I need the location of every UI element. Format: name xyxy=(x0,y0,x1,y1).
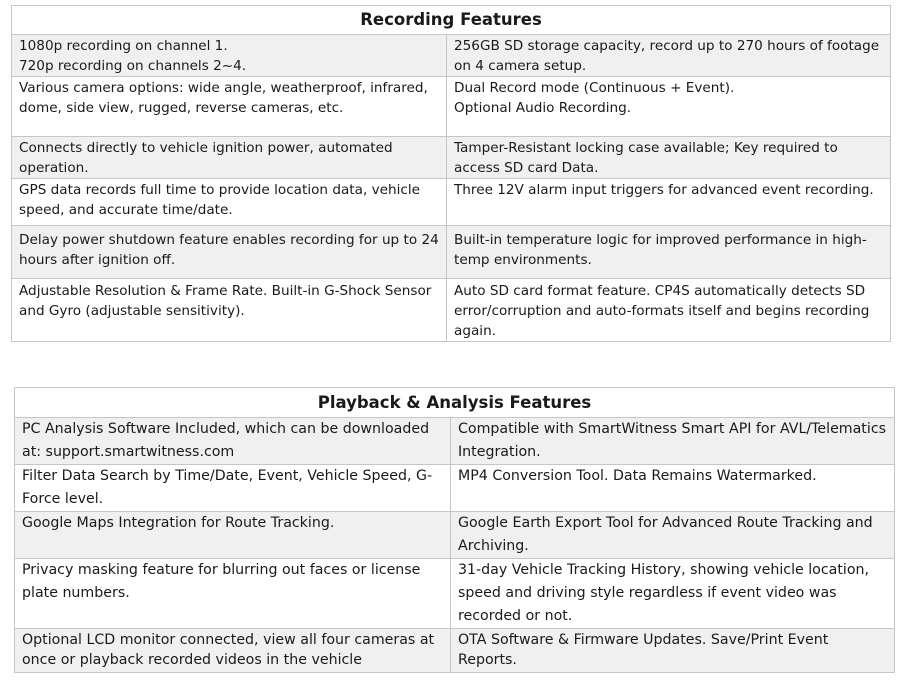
playback-features-title: Playback & Analysis Features xyxy=(15,388,895,418)
recording-features-table xyxy=(11,5,891,342)
table-cell: Various camera options: wide angle, weatherproof, infrared, dome, side view, rugged, reverse cameras, etc. xyxy=(12,77,447,137)
table-row xyxy=(15,629,895,673)
table-row xyxy=(12,279,891,342)
table-row xyxy=(15,512,895,559)
table-cell: Optional LCD monitor connected, view all four cameras at once or playback recorded videos in the vehicle xyxy=(15,629,451,673)
table-cell: 31-day Vehicle Tracking History, showing vehicle location, speed and driving style regardless if event video was recorded or not. xyxy=(451,559,895,629)
table-cell: Google Earth Export Tool for Advanced Route Tracking and Archiving. xyxy=(451,512,895,559)
table-row xyxy=(15,559,895,629)
table-cell: Compatible with SmartWitness Smart API for AVL/Telematics Integration. xyxy=(451,418,895,465)
table-cell: Connects directly to vehicle ignition power, automated operation. xyxy=(12,137,447,179)
table-cell: Adjustable Resolution & Frame Rate. Built-in G-Shock Sensor and Gyro (adjustable sensitivity). xyxy=(12,279,447,342)
table-cell: Dual Record mode (Continuous + Event). Optional Audio Recording. xyxy=(447,77,891,137)
table-cell: Three 12V alarm input triggers for advanced event recording. xyxy=(447,179,891,226)
table-cell: Google Maps Integration for Route Tracking. xyxy=(15,512,451,559)
table-cell: 1080p recording on channel 1. 720p recording on channels 2~4. xyxy=(12,35,447,77)
table-cell: Auto SD card format feature. CP4S automatically detects SD error/corruption and auto-formats itself and begins recording again. xyxy=(447,279,891,342)
table-row xyxy=(12,77,891,137)
table-cell: Delay power shutdown feature enables recording for up to 24 hours after ignition off. xyxy=(12,226,447,279)
table-cell: Tamper-Resistant locking case available; Key required to access SD card Data. xyxy=(447,137,891,179)
table-row xyxy=(12,35,891,77)
table-row xyxy=(15,418,895,465)
table-row xyxy=(12,179,891,226)
table-cell: Privacy masking feature for blurring out faces or license plate numbers. xyxy=(15,559,451,629)
table-cell: GPS data records full time to provide location data, vehicle speed, and accurate time/date. xyxy=(12,179,447,226)
table-cell: PC Analysis Software Included, which can be downloaded at: support.smartwitness.com xyxy=(15,418,451,465)
table-cell: Filter Data Search by Time/Date, Event, Vehicle Speed, G-Force level. xyxy=(15,465,451,512)
table-row xyxy=(12,137,891,179)
table-row xyxy=(12,226,891,279)
table-row xyxy=(15,465,895,512)
playback-features-table xyxy=(14,387,895,673)
table-cell: Built-in temperature logic for improved performance in high-temp environments. xyxy=(447,226,891,279)
recording-features-title: Recording Features xyxy=(12,6,891,35)
table-cell: 256GB SD storage capacity, record up to 270 hours of footage on 4 camera setup. xyxy=(447,35,891,77)
table-cell: MP4 Conversion Tool. Data Remains Watermarked. xyxy=(451,465,895,512)
table-cell: OTA Software & Firmware Updates. Save/Print Event Reports. xyxy=(451,629,895,673)
